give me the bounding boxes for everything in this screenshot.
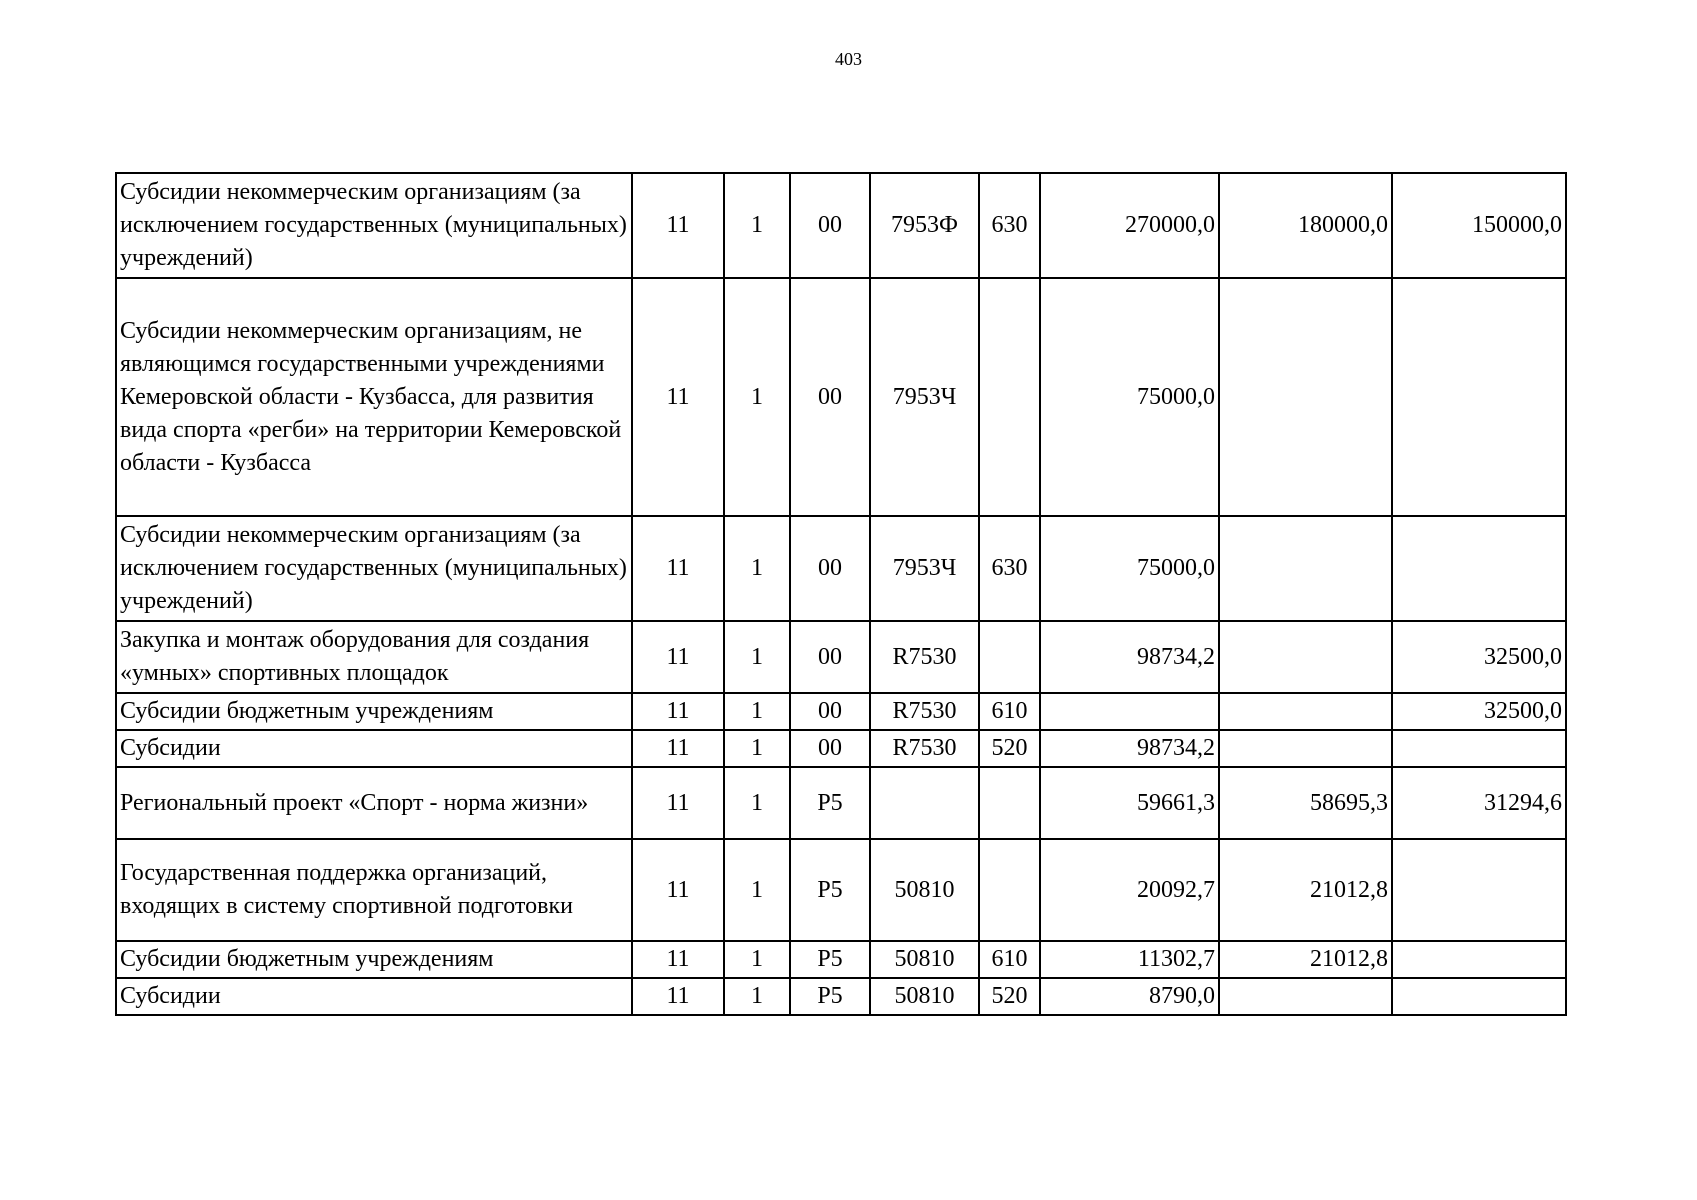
subprogram-code-cell: 00 bbox=[790, 730, 870, 767]
amount-year1-cell: 75000,0 bbox=[1040, 516, 1219, 621]
section-code-cell: 11 bbox=[632, 621, 724, 693]
expense-type-cell: 520 bbox=[979, 978, 1040, 1015]
amount-year2-cell: 180000,0 bbox=[1219, 173, 1392, 278]
row-name-cell: Субсидии bbox=[116, 730, 632, 767]
expense-type-cell bbox=[979, 767, 1040, 839]
subprogram-code-cell: 00 bbox=[790, 693, 870, 730]
row-name-cell: Субсидии бюджетным учреждениям bbox=[116, 941, 632, 978]
amount-year1-cell: 59661,3 bbox=[1040, 767, 1219, 839]
amount-year1-cell: 98734,2 bbox=[1040, 730, 1219, 767]
program-code-cell: 1 bbox=[724, 278, 790, 516]
row-name-cell: Субсидии некоммерческим организациям, не являющимся государственными учреждениями Кемеровской области - Кузбасса, для развития вида спорта «регби» на территории Кемеровской области - Кузбасса bbox=[116, 278, 632, 516]
expense-type-cell: 630 bbox=[979, 516, 1040, 621]
direction-code-cell: 50810 bbox=[870, 978, 979, 1015]
direction-code-cell: R7530 bbox=[870, 730, 979, 767]
amount-year2-cell bbox=[1219, 693, 1392, 730]
page-number: 403 bbox=[835, 49, 862, 69]
amount-year3-cell: 32500,0 bbox=[1392, 693, 1566, 730]
row-name-cell: Закупка и монтаж оборудования для создания «умных» спортивных площадок bbox=[116, 621, 632, 693]
row-name-cell: Субсидии bbox=[116, 978, 632, 1015]
expense-type-cell: 610 bbox=[979, 693, 1040, 730]
program-code-cell: 1 bbox=[724, 941, 790, 978]
section-code-cell: 11 bbox=[632, 839, 724, 941]
program-code-cell: 1 bbox=[724, 516, 790, 621]
direction-code-cell: R7530 bbox=[870, 621, 979, 693]
amount-year3-cell: 32500,0 bbox=[1392, 621, 1566, 693]
program-code-cell: 1 bbox=[724, 693, 790, 730]
amount-year3-cell bbox=[1392, 978, 1566, 1015]
section-code-cell: 11 bbox=[632, 941, 724, 978]
direction-code-cell bbox=[870, 767, 979, 839]
amount-year1-cell: 270000,0 bbox=[1040, 173, 1219, 278]
amount-year2-cell: 58695,3 bbox=[1219, 767, 1392, 839]
direction-code-cell: 7953Ф bbox=[870, 173, 979, 278]
section-code-cell: 11 bbox=[632, 693, 724, 730]
amount-year2-cell bbox=[1219, 978, 1392, 1015]
direction-code-cell: R7530 bbox=[870, 693, 979, 730]
table-row bbox=[116, 941, 1566, 978]
section-code-cell: 11 bbox=[632, 278, 724, 516]
subprogram-code-cell: 00 bbox=[790, 516, 870, 621]
program-code-cell: 1 bbox=[724, 839, 790, 941]
amount-year3-cell bbox=[1392, 941, 1566, 978]
expense-type-cell: 630 bbox=[979, 173, 1040, 278]
expense-type-cell: 610 bbox=[979, 941, 1040, 978]
budget-table bbox=[115, 172, 1567, 1016]
amount-year2-cell: 21012,8 bbox=[1219, 839, 1392, 941]
amount-year2-cell bbox=[1219, 516, 1392, 621]
section-code-cell: 11 bbox=[632, 516, 724, 621]
amount-year1-cell bbox=[1040, 693, 1219, 730]
amount-year2-cell: 21012,8 bbox=[1219, 941, 1392, 978]
amount-year1-cell: 20092,7 bbox=[1040, 839, 1219, 941]
program-code-cell: 1 bbox=[724, 767, 790, 839]
expense-type-cell bbox=[979, 621, 1040, 693]
subprogram-code-cell: P5 bbox=[790, 839, 870, 941]
table-row bbox=[116, 730, 1566, 767]
row-name-cell: Государственная поддержка организаций, входящих в систему спортивной подготовки bbox=[116, 839, 632, 941]
table-row bbox=[116, 693, 1566, 730]
row-name-cell: Субсидии бюджетным учреждениям bbox=[116, 693, 632, 730]
table-row bbox=[116, 978, 1566, 1015]
direction-code-cell: 50810 bbox=[870, 941, 979, 978]
section-code-cell: 11 bbox=[632, 730, 724, 767]
program-code-cell: 1 bbox=[724, 730, 790, 767]
section-code-cell: 11 bbox=[632, 767, 724, 839]
section-code-cell: 11 bbox=[632, 173, 724, 278]
expense-type-cell bbox=[979, 278, 1040, 516]
table-row bbox=[116, 173, 1566, 278]
table-row bbox=[116, 767, 1566, 839]
amount-year3-cell bbox=[1392, 516, 1566, 621]
amount-year1-cell: 75000,0 bbox=[1040, 278, 1219, 516]
expense-type-cell bbox=[979, 839, 1040, 941]
amount-year3-cell: 150000,0 bbox=[1392, 173, 1566, 278]
table-row bbox=[116, 839, 1566, 941]
amount-year1-cell: 98734,2 bbox=[1040, 621, 1219, 693]
expense-type-cell: 520 bbox=[979, 730, 1040, 767]
direction-code-cell: 7953Ч bbox=[870, 516, 979, 621]
direction-code-cell: 50810 bbox=[870, 839, 979, 941]
table-row bbox=[116, 516, 1566, 621]
section-code-cell: 11 bbox=[632, 978, 724, 1015]
subprogram-code-cell: P5 bbox=[790, 978, 870, 1015]
row-name-cell: Субсидии некоммерческим организациям (за исключением государственных (муниципальных) учреждений) bbox=[116, 173, 632, 278]
amount-year1-cell: 8790,0 bbox=[1040, 978, 1219, 1015]
amount-year1-cell: 11302,7 bbox=[1040, 941, 1219, 978]
amount-year2-cell bbox=[1219, 730, 1392, 767]
program-code-cell: 1 bbox=[724, 621, 790, 693]
amount-year3-cell bbox=[1392, 839, 1566, 941]
row-name-cell: Субсидии некоммерческим организациям (за исключением государственных (муниципальных) учреждений) bbox=[116, 516, 632, 621]
table-row bbox=[116, 621, 1566, 693]
subprogram-code-cell: P5 bbox=[790, 767, 870, 839]
program-code-cell: 1 bbox=[724, 978, 790, 1015]
amount-year3-cell bbox=[1392, 730, 1566, 767]
table-row bbox=[116, 278, 1566, 516]
amount-year2-cell bbox=[1219, 278, 1392, 516]
program-code-cell: 1 bbox=[724, 173, 790, 278]
row-name-cell: Региональный проект «Спорт - норма жизни» bbox=[116, 767, 632, 839]
subprogram-code-cell: 00 bbox=[790, 621, 870, 693]
direction-code-cell: 7953Ч bbox=[870, 278, 979, 516]
subprogram-code-cell: P5 bbox=[790, 941, 870, 978]
subprogram-code-cell: 00 bbox=[790, 173, 870, 278]
amount-year3-cell: 31294,6 bbox=[1392, 767, 1566, 839]
subprogram-code-cell: 00 bbox=[790, 278, 870, 516]
amount-year3-cell bbox=[1392, 278, 1566, 516]
amount-year2-cell bbox=[1219, 621, 1392, 693]
